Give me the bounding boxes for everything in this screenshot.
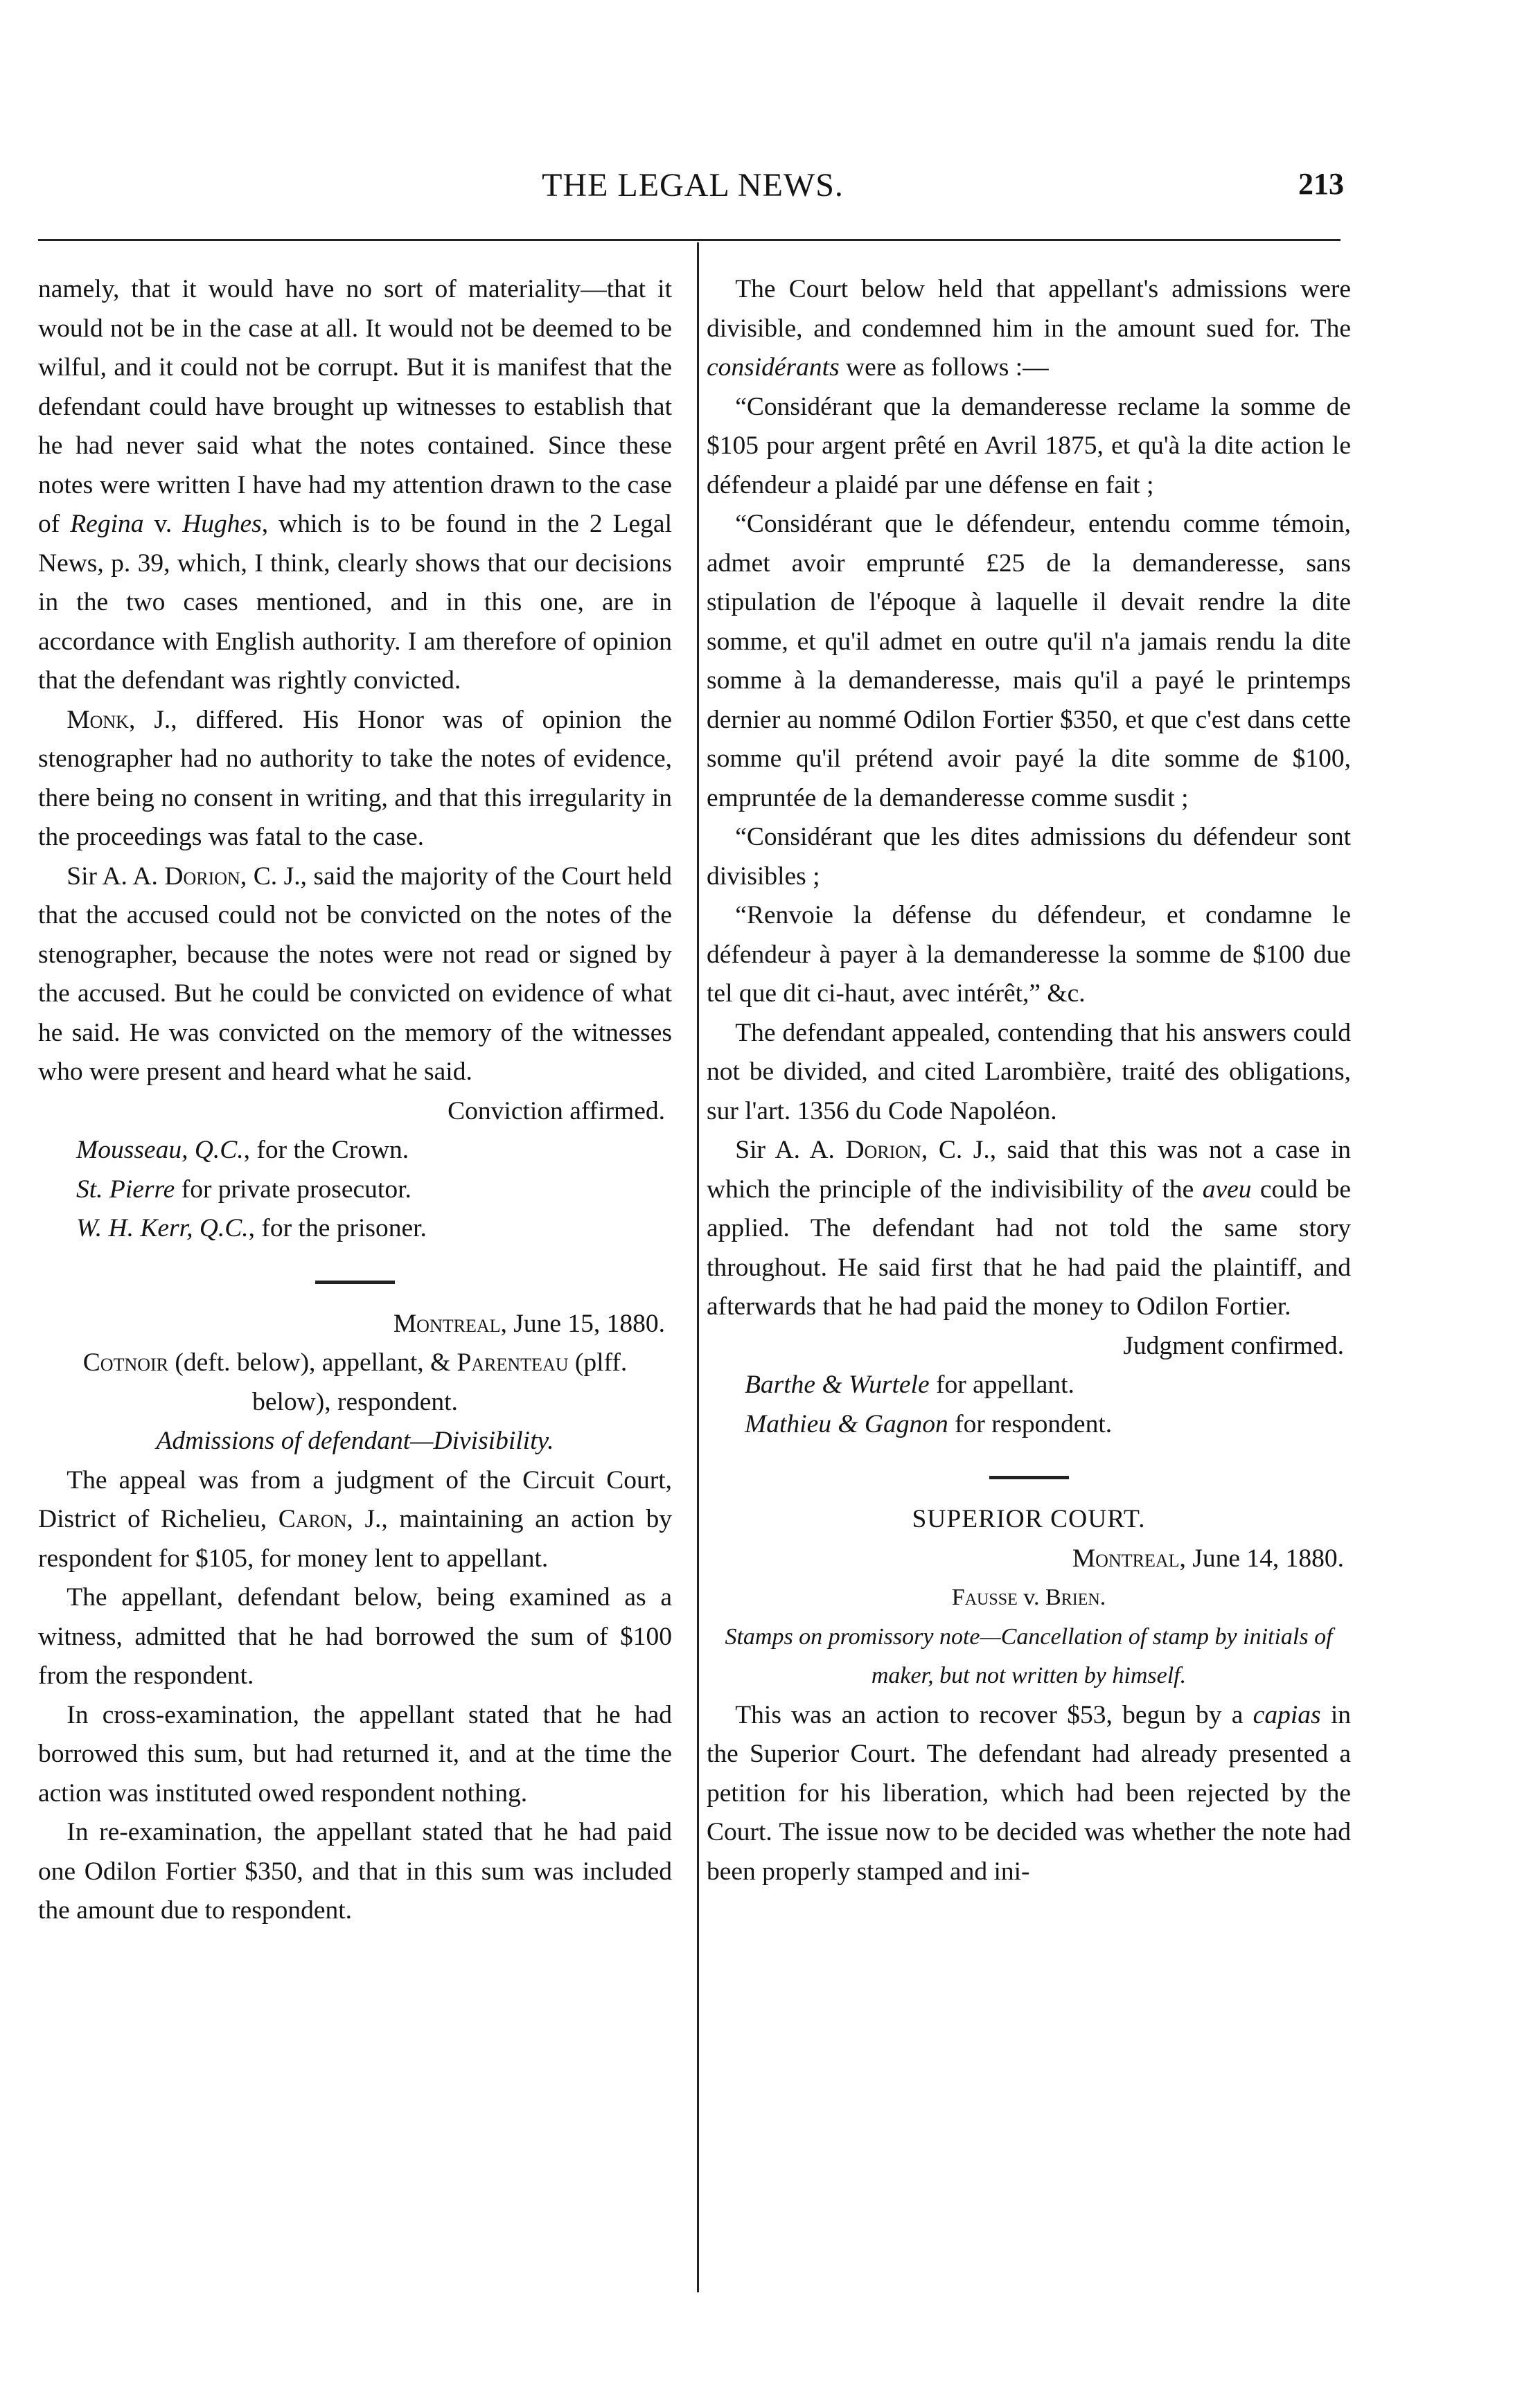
- case-citation-hughes: Hughes: [182, 510, 262, 538]
- section-rule: [315, 1281, 395, 1284]
- judge-name-dorion: Dorion: [164, 862, 240, 891]
- dateline-montreal: Montreal, June 14, 1880.: [1072, 1544, 1344, 1573]
- dateline-montreal: Montreal, June 15, 1880.: [393, 1309, 665, 1338]
- case-citation-regina: Regina: [70, 510, 144, 538]
- right-column: [707, 270, 1351, 1891]
- paragraph-cross-examination: In cross-examination, the appellant stated that he had borrowed this sum, but had returned it, and at the time the action was instituted owed respondent nothing.: [38, 1700, 672, 1808]
- quote-considerant-1: “Considérant que la demanderesse reclame la somme de $105 pour argent prêté en Avril 1875, et qu'à la dite action le défendeur a plaidé par une défense en fait ;: [707, 392, 1351, 499]
- quote-renvoie: “Renvoie la défense du défendeur, et condamne le défendeur à payer à la demanderesse la somme de $100 due tel que dit ci-haut, avec intérêt,” &c.: [707, 901, 1351, 1008]
- quote-considerant-3: “Considérant que les dites admissions du défendeur sont divisibles ;: [707, 823, 1351, 891]
- counsel-line-prosecutor: St. Pierre for private prosecutor.: [76, 1175, 412, 1204]
- counsel-line-respondent: Mathieu & Gagnon for respondent.: [745, 1409, 1113, 1438]
- paragraph-capias: This was an action to recover $53, begun by a capias in the Superior Court. The defendant had already presented a petition for his liberation, which had been rejected by the Court. The issue now to be decided was whether the note had been properly stamped and ini-: [707, 1700, 1352, 1886]
- paragraph-materiality: namely, that it would have no sort of materiality—that it would not be in the case at all. It would not be deemed to be wilful, and it could not be corrupt. But it is manifest that the defendant could have brought up witnesses to establish that he had never said what the notes contained. Since these notes were written I have had my attention drawn to the case of Regina v. Hughes, which is to be found in the 2 Legal News, p. 39, which, I think, clearly shows that our decisions in the two cases mentioned, and in this one, are in accordance with English authority. I am therefore of opinion that the defendant was rightly convicted.: [38, 275, 672, 695]
- case-subtitle: Stamps on promissory note—Cancellation of stamp by initials of maker, but not written by himself.: [725, 1623, 1333, 1688]
- paragraph-defendant-appealed: The defendant appealed, contending that his answers could not be divided, and cited Larombière, traité des obligations, sur l'art. 1356 du Code Napoléon.: [707, 1018, 1351, 1125]
- journal-title: THE LEGAL NEWS.: [542, 167, 844, 204]
- quote-considerant-2: “Considérant que le défendeur, entendu comme témoin, admet avoir emprunté £25 de la demanderesse, sans stipulation de l'époque à laquelle il devait rendre la dite somme, et qu'il admet en outre qu'il n'a jamais rendu la dite somme à la demanderesse, mais qu'il a payé le printemps dernier au nommé Odilon Fortier $350, et que c'est dans cette somme qu'il prétend avoir payé la dite somme de $100, empruntée de la demanderesse comme susdit ;: [707, 510, 1351, 812]
- left-column: [38, 270, 672, 1931]
- running-header: [42, 166, 1344, 229]
- case-title-fausse: Fausse v. Brien.: [951, 1585, 1106, 1610]
- paragraph-examination: The appellant, defendant below, being examined as a witness, admitted that he had borrowed the sum of $100 from the respondent.: [38, 1583, 672, 1690]
- judge-name-caron: Caron: [278, 1505, 347, 1533]
- paragraph-monk-dissent: Monk, J., differed. His Honor was of opinion the stenographer had no authority to take the notes of evidence, there being no consent in writing, and that this irregularity in the proceedings was fatal to the case.: [38, 705, 672, 851]
- page-number: 213: [1298, 167, 1344, 201]
- paragraph-court-below: The Court below held that appellant's admissions were divisible, and condemned him in the amount sued for. The considérants were as follows :—: [707, 275, 1351, 382]
- paragraph-re-examination: In re-examination, the appellant stated that he had paid one Odilon Fortier $350, and that in this sum was included the amount due to respondent.: [38, 1818, 672, 1925]
- section-rule: [989, 1476, 1069, 1479]
- counsel-line-crown: Mousseau, Q.C., for the Crown.: [76, 1136, 409, 1164]
- court-heading-superior: SUPERIOR COURT.: [912, 1505, 1146, 1533]
- paragraph-dorion-aveu: Sir A. A. Dorion, C. J., said that this was not a case in which the principle of the indivisibility of the aveu could be applied. The defendant had not told the same story throughout. He said first that he had paid the plaintiff, and afterwards that he had paid the money to Odilon Fortier.: [707, 1136, 1351, 1321]
- result-judgment-confirmed: Judgment confirmed.: [1123, 1331, 1344, 1360]
- judge-name-monk: Monk: [67, 705, 129, 734]
- header-rule: [38, 239, 1341, 241]
- column-divider: [697, 242, 699, 2292]
- paragraph-dorion-opinion: Sir A. A. Dorion, C. J., said the majority of the Court held that the accused could not be convicted on the notes of the stenographer, because the notes were not read or signed by the accused. But he could be convicted on evidence of what he said. He was convicted on the memory of the witnesses who were present and heard what he said.: [38, 862, 672, 1086]
- result-conviction-affirmed: Conviction affirmed.: [448, 1096, 665, 1125]
- counsel-line-appellant: Barthe & Wurtele for appellant.: [745, 1371, 1074, 1399]
- case-title-cotnoir: Cotnoir (deft. below), appellant, & Parenteau (plff. below), respondent.: [82, 1348, 628, 1416]
- case-subtitle: Admissions of defendant—Divisibility.: [156, 1427, 554, 1455]
- paragraph-appeal: The appeal was from a judgment of the Circuit Court, District of Richelieu, Caron, J., maintaining an action by respondent for $105, for money lent to appellant.: [38, 1465, 673, 1573]
- counsel-line-prisoner: W. H. Kerr, Q.C., for the prisoner.: [76, 1214, 427, 1242]
